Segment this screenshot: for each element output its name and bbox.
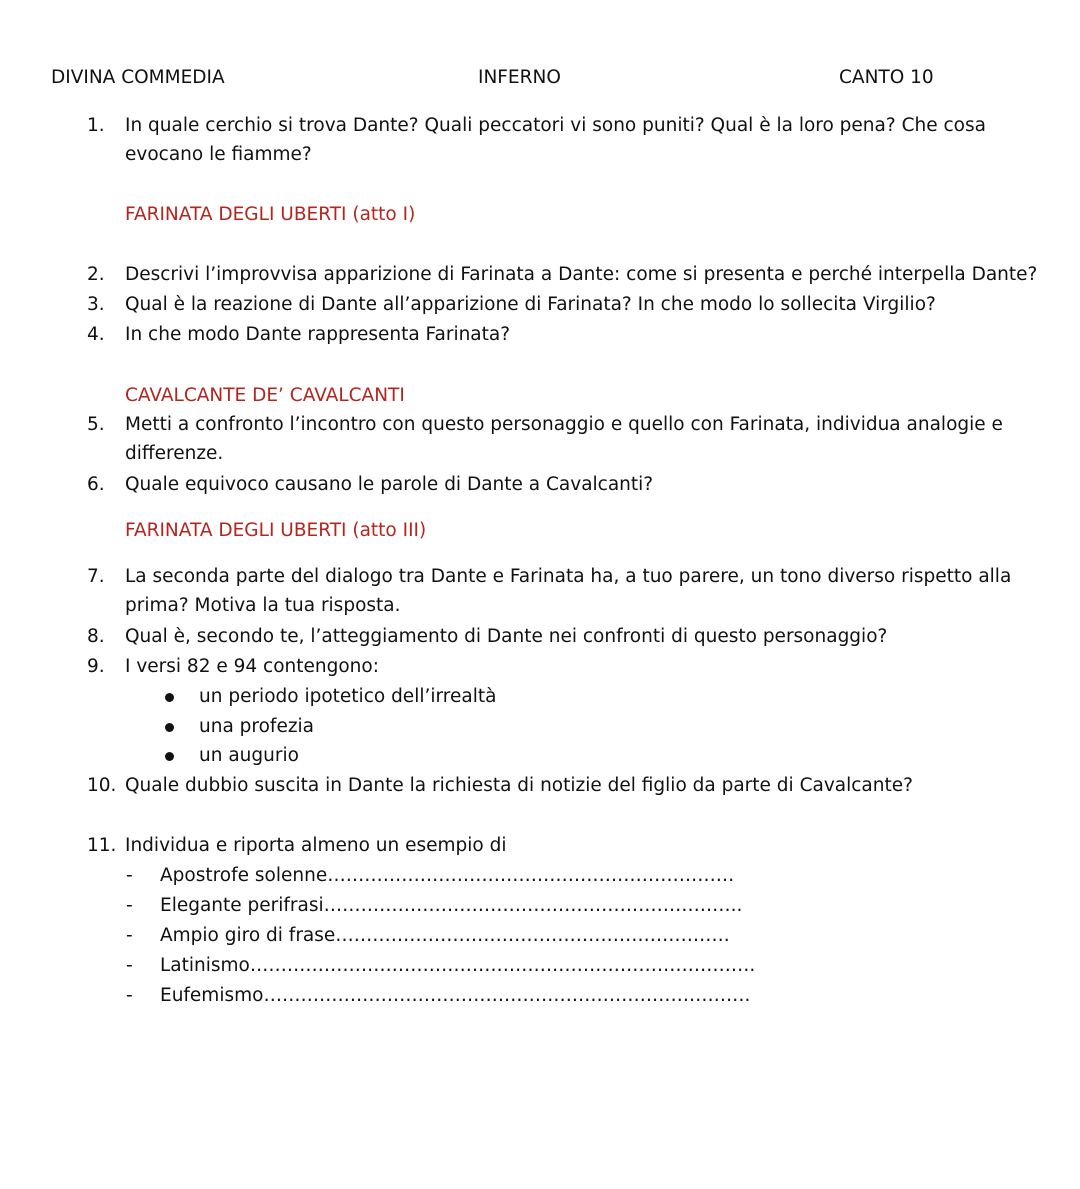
question-1-text: In quale cerchio si trova Dante? Quali peccatori vi sono puniti? Qual è la loro pena? Che cosa [125,115,986,136]
question-7-text-cont: prima? Motiva la tua risposta. [125,595,401,616]
question-7-text: La seconda parte del dialogo tra Dante e Farinata ha, a tuo parere, un tono diverso rispetto alla [125,566,1012,587]
question-11-number: 11. [87,835,117,856]
header-canto: CANTO 10 [839,67,934,88]
question-2-number: 2. [87,264,105,285]
question-8-text: Qual è, secondo te, l’atteggiamento di Dante nei confronti di questo personaggio? [125,626,888,647]
header-section: INFERNO [478,67,561,88]
bullet-item: una profezia [199,716,315,737]
section-heading-cavalcante: CAVALCANTE DE’ CAVALCANTI [125,385,405,406]
section-heading-farinata-1: FARINATA DEGLI UBERTI (atto I) [125,204,416,225]
question-6-text: Quale equivoco causano le parole di Dante a Cavalcanti? [125,474,654,495]
question-4-number: 4. [87,324,105,345]
bullet-icon [165,723,174,732]
question-3-number: 3. [87,294,105,315]
answer-line-perifrasi: Elegante perifrasi………………………………………………………….. [160,895,743,916]
question-8-number: 8. [87,626,105,647]
answer-line-latinismo: Latinismo………………………………………………………………………. [160,955,756,976]
dash-marker: - [126,925,133,946]
question-6-number: 6. [87,474,105,495]
question-3-text: Qual è la reazione di Dante all’apparizione di Farinata? In che modo lo sollecita Virgilio? [125,294,936,315]
bullet-item: un periodo ipotetico dell’irrealtà [199,686,497,707]
header-title: DIVINA COMMEDIA [51,67,225,88]
answer-line-eufemismo: Eufemismo……………………………………………………………………. [160,985,751,1006]
question-11-text: Individua e riporta almeno un esempio di [125,835,507,856]
question-10-text: Quale dubbio suscita in Dante la richiesta di notizie del figlio da parte di Cavalcante? [125,775,913,796]
question-1-text-cont: evocano le fiamme? [125,144,312,165]
question-5-number: 5. [87,414,105,435]
section-heading-farinata-3: FARINATA DEGLI UBERTI (atto III) [125,520,427,541]
answer-line-apostrofe: Apostrofe solenne………………………………………………………… [160,865,735,886]
bullet-item: un augurio [199,745,299,766]
question-4-text: In che modo Dante rappresenta Farinata? [125,324,511,345]
question-5-text: Metti a confronto l’incontro con questo personaggio e quello con Farinata, individua analogie e [125,414,1003,435]
question-5-text-cont: differenze. [125,443,224,464]
dash-marker: - [126,895,133,916]
question-7-number: 7. [87,566,105,587]
dash-marker: - [126,865,133,886]
dash-marker: - [126,985,133,1006]
bullet-icon [165,693,174,702]
question-9-number: 9. [87,656,105,677]
dash-marker: - [126,955,133,976]
bullet-icon [165,752,174,761]
question-2-text: Descrivi l’improvvisa apparizione di Farinata a Dante: come si presenta e perché interpella Dante? [125,264,1038,285]
question-1-number: 1. [87,115,105,136]
answer-line-giro-di-frase: Ampio giro di frase………………………………………………………. [160,925,730,946]
question-9-text: I versi 82 e 94 contengono: [125,656,379,677]
question-10-number: 10. [87,775,117,796]
